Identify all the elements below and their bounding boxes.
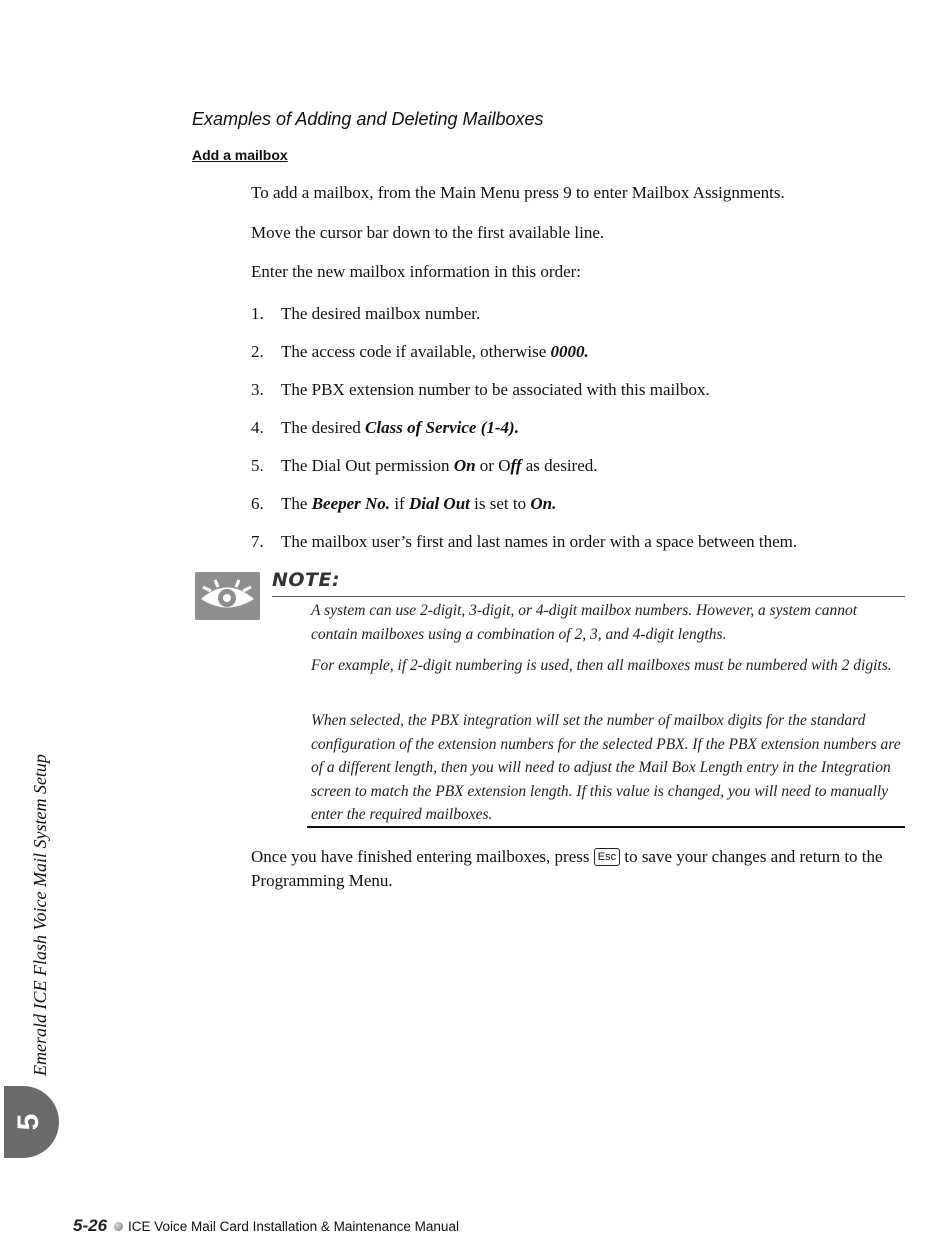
- step-text: is set to: [469, 494, 531, 513]
- on-term: On.: [530, 494, 557, 513]
- step-number: 3.: [251, 380, 264, 399]
- subheading-add-mailbox: Add a mailbox: [192, 147, 288, 163]
- manual-title: ICE Voice Mail Card Installation & Maintenance Manual: [128, 1219, 459, 1234]
- list-item: [251, 454, 797, 492]
- step-text: as desired.: [521, 456, 598, 475]
- class-of-service-term: Class of Service (1-4).: [365, 418, 519, 437]
- closing-text: Once you have finished entering mailboxes, press: [251, 847, 594, 866]
- list-item: [251, 530, 797, 568]
- step-text: The access code if available, otherwise: [281, 342, 551, 361]
- closing-text: to save your changes and return to the Programming Menu.: [251, 847, 883, 890]
- note-paragraph: When selected, the PBX integration will set the number of mailbox digits for the standard configuration of the extension numbers for the selected PBX. If the PBX extension numbers are of a different length, then you will need to adjust the Mail Box Length entry in the Integration screen to match the PBX extension length. If this value is changed, you will need to manually enter the required mailboxes.: [311, 712, 901, 823]
- eye-icon: [195, 572, 260, 620]
- step-text: or O: [475, 456, 511, 475]
- dial-out-term: Dial Out: [408, 494, 470, 513]
- steps-list: [251, 302, 797, 568]
- step-text: The desired: [281, 418, 366, 437]
- list-item: [251, 302, 797, 340]
- intro-paragraph: To add a mailbox, from the Main Menu press 9 to enter Mailbox Assignments.: [251, 183, 785, 202]
- chapter-number: 5: [12, 1113, 45, 1131]
- list-item: [251, 416, 797, 454]
- chapter-title: Emerald ICE Flash Voice Mail System Setup: [30, 754, 50, 1076]
- note-label: NOTE:: [272, 569, 341, 591]
- step-number: 4.: [251, 418, 264, 437]
- step-number: 1.: [251, 304, 264, 323]
- step-number: 5.: [251, 456, 264, 475]
- intro-paragraph: Enter the new mailbox information in this order:: [251, 262, 582, 281]
- esc-key: Esc: [594, 848, 620, 866]
- note-divider: [272, 596, 905, 597]
- beeper-no-term: Beeper No.: [311, 494, 391, 513]
- closing-paragraph: [251, 845, 891, 893]
- step-number: 2.: [251, 342, 264, 361]
- intro-paragraph: Move the cursor bar down to the first available line.: [251, 223, 605, 242]
- step-number: 6.: [251, 494, 264, 513]
- page-number: 5-26: [73, 1216, 108, 1235]
- list-item: [251, 340, 797, 378]
- step-text: The Dial Out permission: [281, 456, 454, 475]
- step-text: The desired mailbox number.: [281, 304, 481, 323]
- page-footer: [73, 1216, 459, 1236]
- list-item: [251, 378, 797, 416]
- step-number: 7.: [251, 532, 264, 551]
- step-text: The mailbox user’s first and last names in order with a space between them.: [281, 532, 798, 551]
- step-text: if: [390, 494, 409, 513]
- note-paragraph: For example, if 2-digit numbering is used, then all mailboxes must be numbered with 2 digits.: [311, 657, 892, 674]
- note-paragraph: A system can use 2-digit, 3-digit, or 4-digit mailbox numbers. However, a system cannot contain mailboxes using a combination of 2, 3, and 4-digit lengths.: [311, 602, 858, 643]
- note-divider: [307, 826, 905, 828]
- bullet-icon: [114, 1222, 123, 1231]
- step-text: The: [281, 494, 312, 513]
- list-item: [251, 492, 797, 530]
- access-code-default: 0000.: [550, 342, 589, 361]
- off-term-suffix: ff: [510, 456, 522, 475]
- step-text: The PBX extension number to be associated with this mailbox.: [281, 380, 710, 399]
- on-term: On: [453, 456, 476, 475]
- section-title: Examples of Adding and Deleting Mailboxes: [192, 109, 544, 129]
